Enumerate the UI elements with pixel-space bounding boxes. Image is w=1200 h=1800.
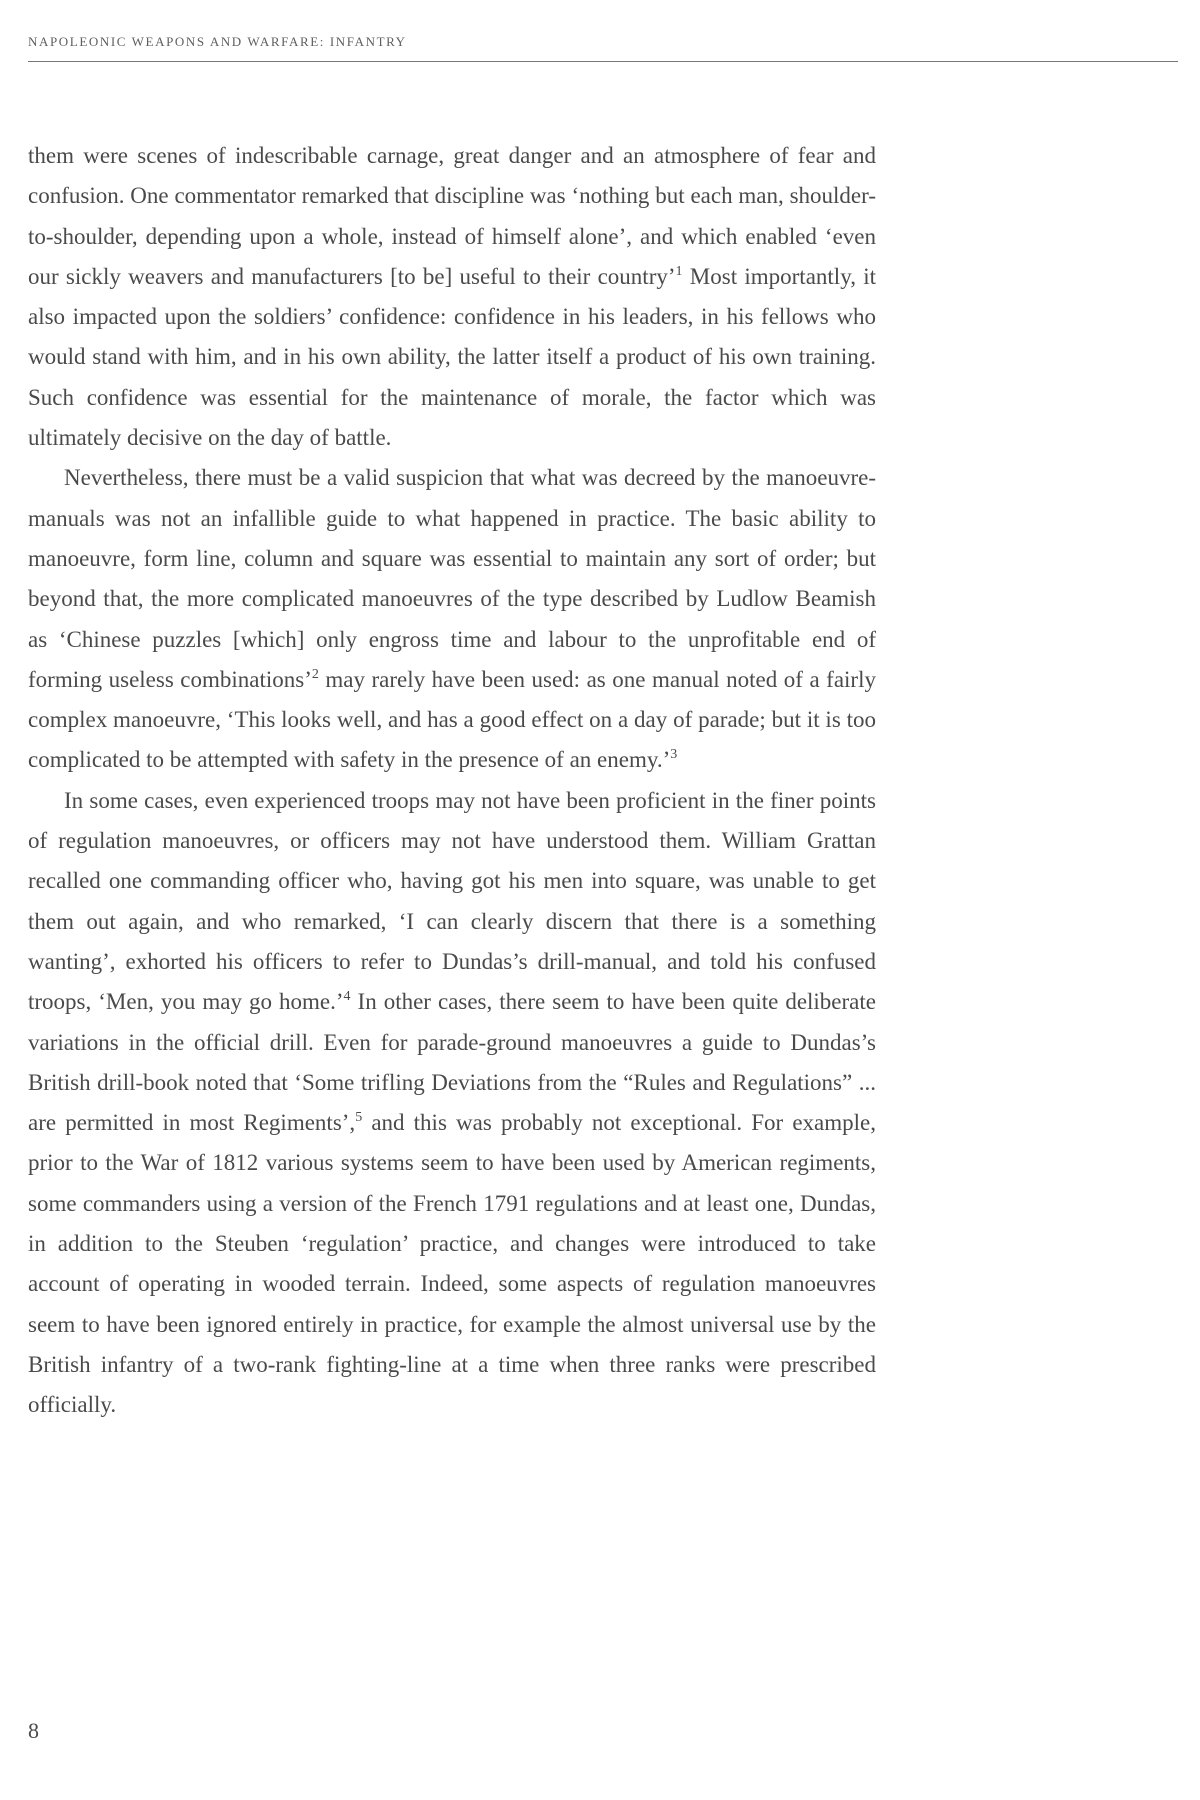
paragraph-3: [28, 781, 876, 1426]
footnote-marker-1: 1: [675, 263, 683, 279]
header-rule: [28, 61, 1178, 62]
body-text: [28, 136, 876, 1426]
text-run: In other cases, there seem to have been quite deliberate variations in the official drill. Even for parade-ground manoeuvres a guide to Dundas’s British drill-book noted that ‘Some trifling Deviations from the “Rules and Regulations” ... are permitted in most Regiments’,: [28, 989, 876, 1136]
text-run: them were scenes of indescribable carnage, great danger and an atmosphere of fear and confusion. One commentator remarked that discipline was ‘nothing but each man, shoulder-to-shoulder, depending upon a whole, instead of himself alone’, and which enabled ‘even our sickly weavers and manufacturers [to be] useful to their country’: [28, 143, 876, 289]
text-run: Nevertheless, there must be a valid suspicion that what was decreed by the manoeuvre-manuals was not an infallible guide to what happened in practice. The basic ability to manoeuvre, form line, column and square was essential to maintain any sort of order; but beyond that, the more complicated manoeuvres of the type described by Ludlow Beamish as ‘Chinese puzzles [which] only engross time and labour to the unprofitable end of forming useless combinations’: [28, 465, 876, 692]
footnote-marker-2: 2: [311, 666, 319, 682]
text-run: may rarely have been used: as one manual noted of a fairly complex manoeuvre, ‘This looks well, and has a good effect on a day of parade; but it is too complicated to be attempted with safety in the presence of an enemy.’: [28, 666, 876, 773]
footnote-marker-4: 4: [343, 989, 351, 1005]
footnote-marker-5: 5: [355, 1110, 363, 1126]
text-run: and this was probably not exceptional. For example, prior to the War of 1812 various systems seem to have been used by American regiments, some commanders using a version of the French 1791 regulations and at least one, Dundas, in addition to the Steuben ‘regulation’ practice, and changes were introduced to take account of operating in wooded terrain. Indeed, some aspects of regulation manoeuvres seem to have been ignored entirely in practice, for example the almost universal use by the British infantry of a two-rank fighting-line at a time when three ranks were prescribed officially.: [28, 1110, 877, 1418]
paragraph-1: [28, 136, 876, 458]
running-header: NAPOLEONIC WEAPONS AND WARFARE: INFANTRY: [28, 34, 407, 49]
text-run: In some cases, even experienced troops may not have been proficient in the finer points of regulation manoeuvres, or officers may not have understood them. William Grattan recalled one commanding officer who, having got his men into square, was unable to get them out again, and who remarked, ‘I can clearly discern that there is a something wanting’, exhorted his officers to refer to Dundas’s drill-manual, and told his confused troops, ‘Men, you may go home.’: [28, 787, 876, 1015]
text-run: Most importantly, it also impacted upon the soldiers’ confidence: confidence in his leaders, in his fellows who would stand with him, and in his own ability, the latter itself a product of his own training. Such confidence was essential for the maintenance of morale, the factor which was ultimately decisive on the day of battle.: [28, 263, 876, 451]
footnote-marker-3: 3: [670, 747, 678, 763]
paragraph-2: [28, 458, 876, 780]
page-number: 8: [28, 1718, 39, 1743]
